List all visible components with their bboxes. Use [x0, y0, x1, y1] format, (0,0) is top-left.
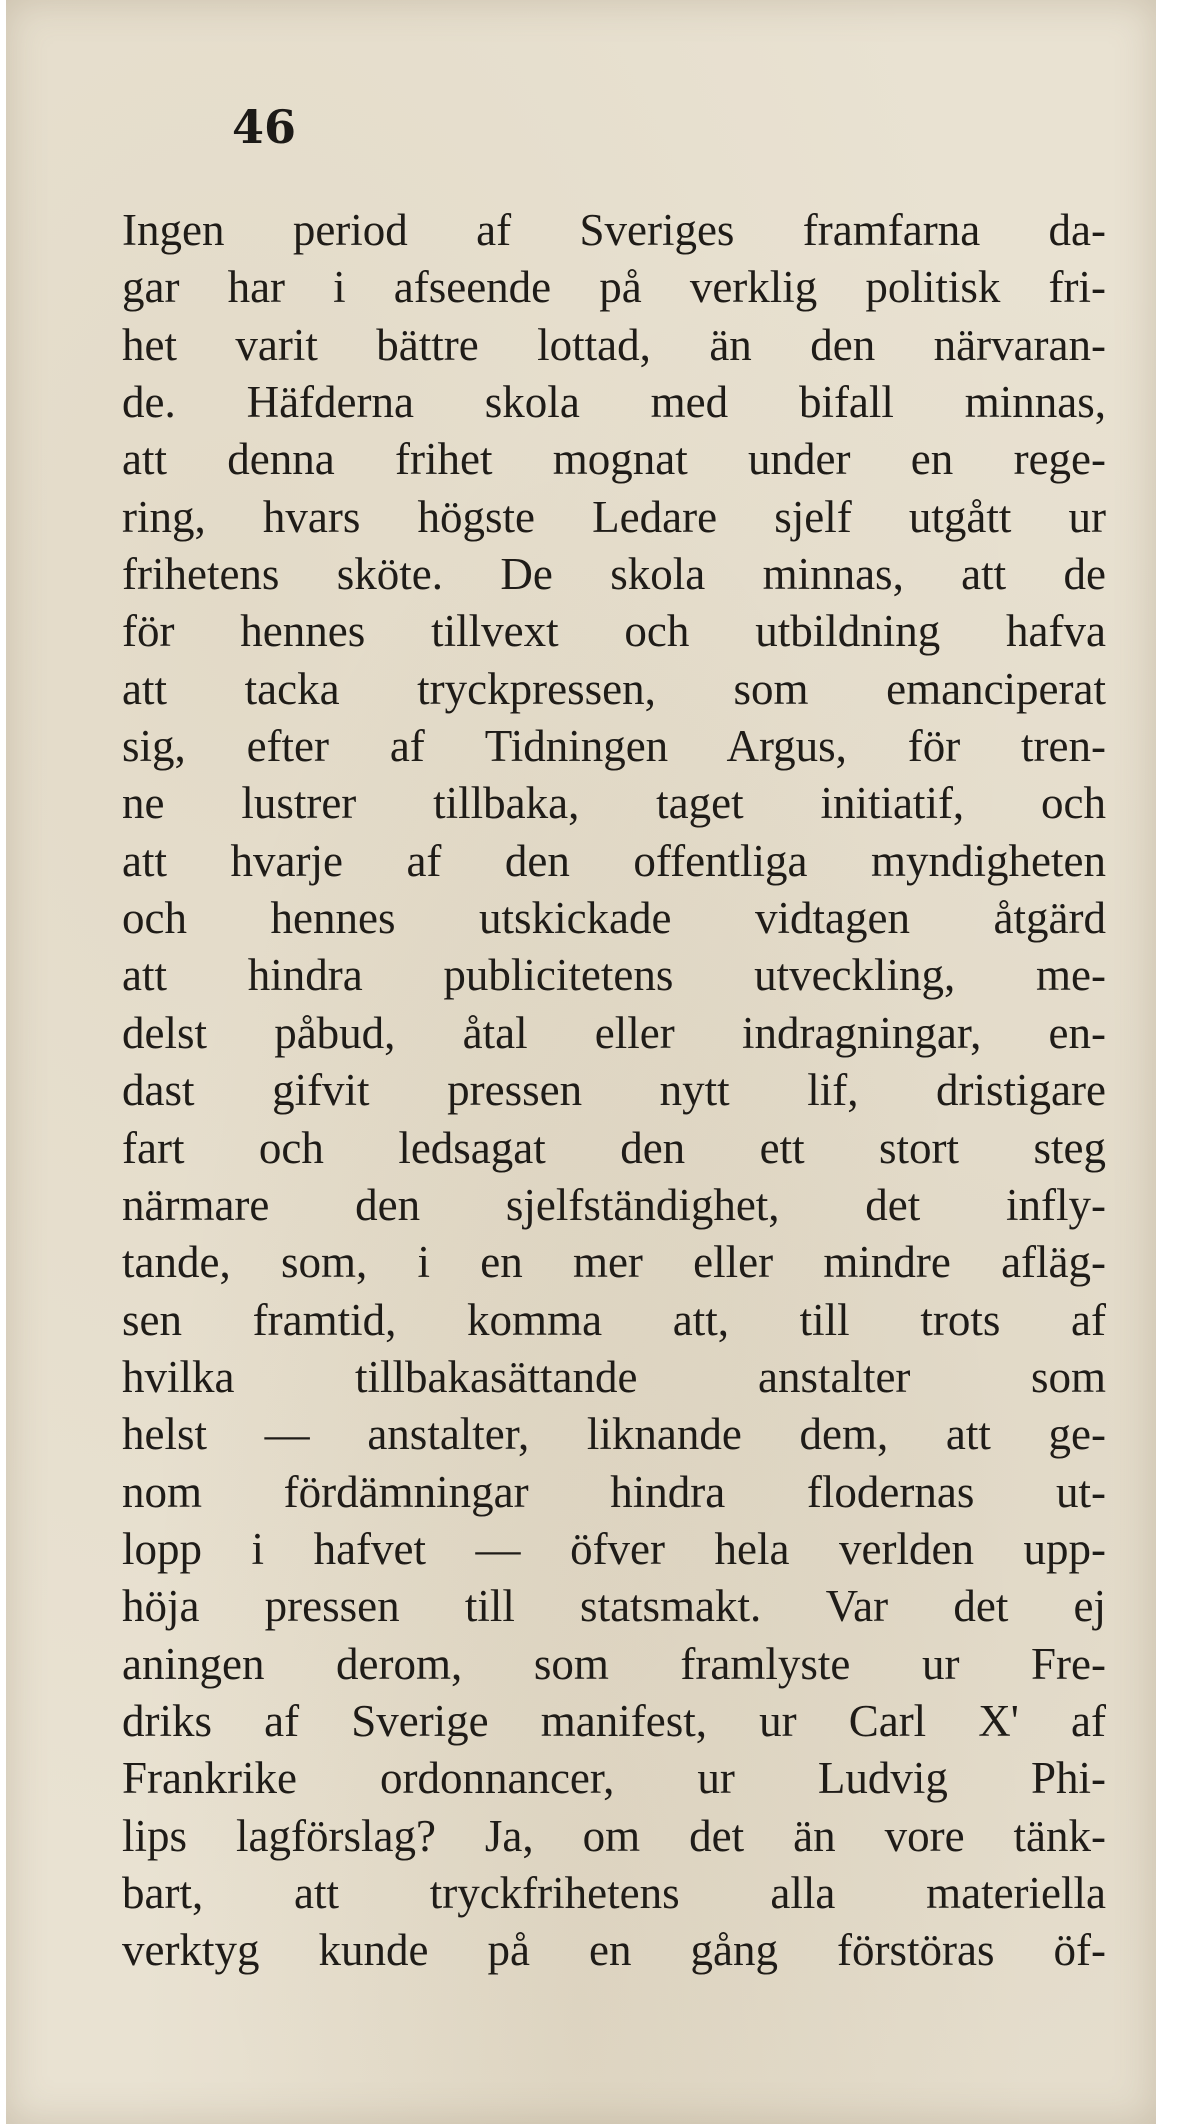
text-line: ring, hvars högste Ledare sjelf utgått ur	[122, 491, 1106, 542]
text-line: hvilka tillbakasättande anstalter som	[122, 1351, 1106, 1402]
text-line: Frankrike ordonnancer, ur Ludvig Phi-	[122, 1753, 1106, 1804]
text-line: att hvarje af den offentliga myndigheten	[122, 835, 1106, 886]
text-line: att denna frihet mognat under en rege-	[122, 434, 1106, 485]
text-line: lips lagförslag? Ja, om det än vore tänk-	[122, 1810, 1106, 1861]
text-line: sen framtid, komma att, till trots af	[122, 1294, 1106, 1345]
text-line: het varit bättre lottad, än den närvaran-	[122, 319, 1106, 370]
text-line: lopp i hafvet — öfver hela verlden upp-	[122, 1523, 1106, 1574]
text-line: de. Häfderna skola med bifall minnas,	[122, 377, 1106, 428]
text-line: verktyg kunde på en gång förstöras öf-	[122, 1925, 1106, 1976]
text-line: tande, som, i en mer eller mindre afläg-	[122, 1237, 1106, 1288]
text-line: för hennes tillvext och utbildning hafva	[122, 606, 1106, 657]
body-text	[122, 202, 1106, 1980]
text-line: att tacka tryckpressen, som emanciperat	[122, 663, 1106, 714]
text-line: Ingen period af Sveriges framfarna da-	[122, 205, 1106, 255]
text-line: frihetens sköte. De skola minnas, att de	[122, 549, 1106, 600]
text-line: fart och ledsagat den ett stort steg	[122, 1122, 1106, 1173]
page-number: 46	[232, 100, 297, 154]
text-line: sig, efter af Tidningen Argus, för tren-	[122, 721, 1106, 772]
text-line: aningen derom, som framlyste ur Fre-	[122, 1638, 1106, 1689]
text-line: höja pressen till statsmakt. Var det ej	[122, 1581, 1106, 1632]
text-line: och hennes utskickade vidtagen åtgärd	[122, 893, 1106, 944]
text-line: nom fördämningar hindra flodernas ut-	[122, 1466, 1106, 1517]
text-line: driks af Sverige manifest, ur Carl X' af	[122, 1695, 1106, 1746]
book-page	[6, 0, 1156, 2124]
text-line: delst påbud, åtal eller indragningar, en-	[122, 1007, 1106, 1058]
text-line: gar har i afseende på verklig politisk fri-	[122, 262, 1106, 313]
text-line: ne lustrer tillbaka, taget initiatif, och	[122, 778, 1106, 829]
text-line: dast gifvit pressen nytt lif, dristigare	[122, 1065, 1106, 1116]
text-line: bart, att tryckfrihetens alla materiella	[122, 1867, 1106, 1918]
text-line: att hindra publicitetens utveckling, me-	[122, 950, 1106, 1001]
text-line: närmare den sjelfständighet, det infly-	[122, 1179, 1106, 1230]
text-line: helst — anstalter, liknande dem, att ge-	[122, 1409, 1106, 1460]
